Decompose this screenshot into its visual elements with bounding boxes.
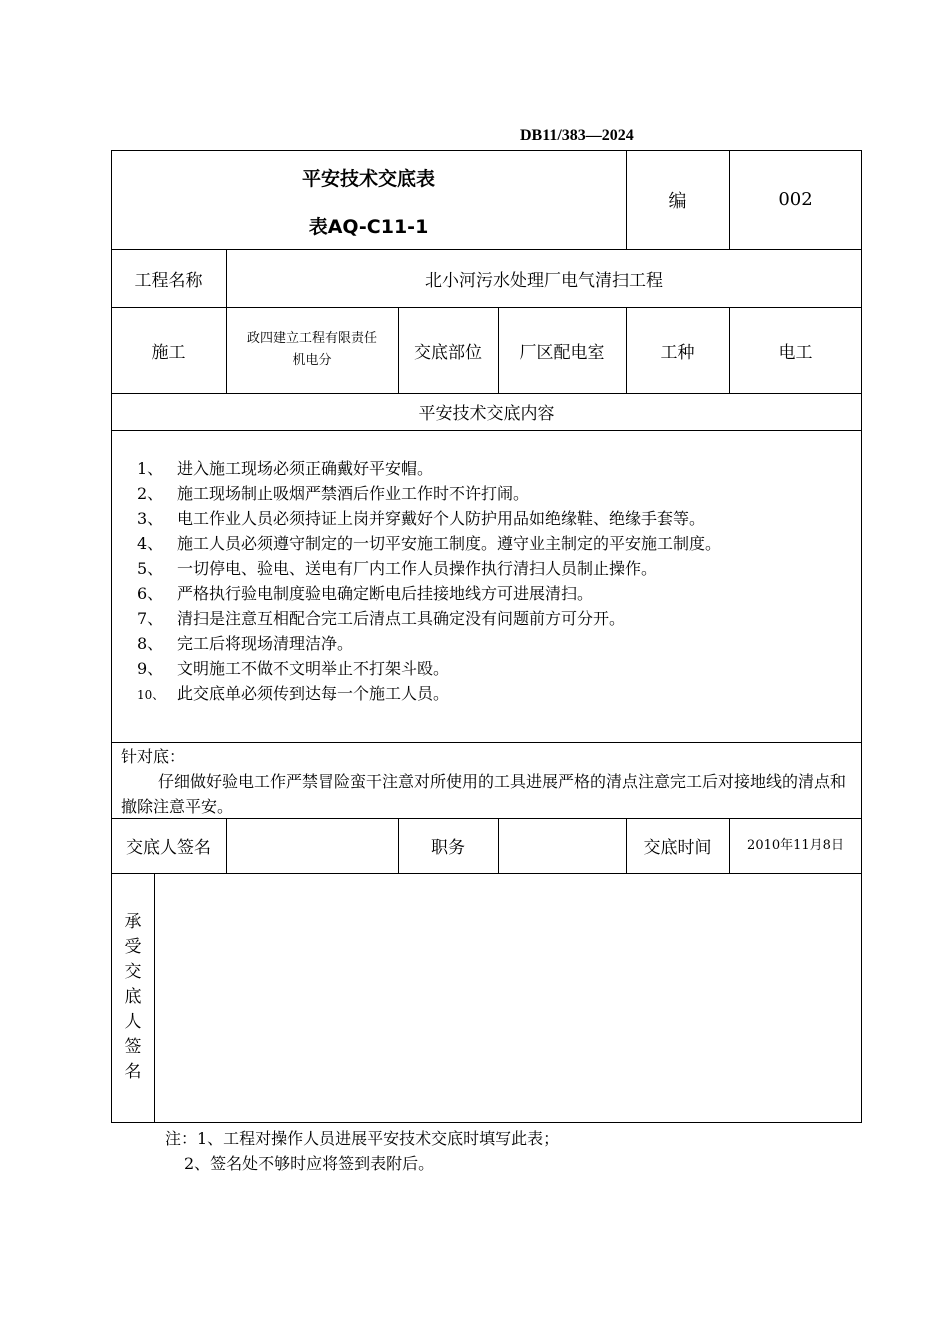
list-item xyxy=(137,506,857,531)
construction-label: 施工 xyxy=(151,342,186,363)
receiver-signature-label xyxy=(112,910,154,1085)
location-value: 厂区配电室 xyxy=(519,342,605,363)
item-number: 1、 xyxy=(137,459,164,478)
receiver-label-char: 交 xyxy=(124,962,142,982)
notes xyxy=(165,1126,559,1176)
item-text: 完工后将现场清理洁净。 xyxy=(177,634,354,653)
signer-label: 交底人签名 xyxy=(126,838,211,858)
item-number: 5、 xyxy=(137,559,164,578)
receiver-label-char: 人 xyxy=(124,1012,142,1032)
list-item xyxy=(137,531,857,556)
item-number: 2、 xyxy=(137,484,164,503)
item-text: 施工人员必须遵守制定的一切平安施工制度。遵守业主制定的平安施工制度。 xyxy=(177,534,722,553)
list-item xyxy=(137,556,857,581)
item-text: 进入施工现场必须正确戴好平安帽。 xyxy=(177,459,434,478)
item-number: 9、 xyxy=(137,659,164,678)
trade-label: 工种 xyxy=(660,342,695,363)
item-text: 一切停电、验电、送电有厂内工作人员操作执行清扫人员制止操作。 xyxy=(177,559,658,578)
item-text: 清扫是注意互相配合完工后清点工具确定没有问题前方可分开。 xyxy=(177,609,626,628)
note-2: 2、签名处不够时应将签到表附后。 xyxy=(184,1154,435,1173)
construction-company-line: 政四建立工程有限责任 xyxy=(246,331,377,346)
targeted-section xyxy=(121,744,853,819)
receiver-label-char: 承 xyxy=(124,912,142,932)
safety-items-list xyxy=(137,456,857,708)
form-title: 平安技术交底表 xyxy=(301,167,435,190)
location-label: 交底部位 xyxy=(414,342,482,363)
item-text: 施工现场制止吸烟严禁酒后作业工作时不许打闹。 xyxy=(177,484,530,503)
item-text: 此交底单必须传到达每一个施工人员。 xyxy=(177,684,450,703)
number-label: 编 xyxy=(668,190,687,212)
trade-value: 电工 xyxy=(778,342,813,363)
time-label: 交底时间 xyxy=(643,838,712,858)
signer-field[interactable] xyxy=(226,818,398,873)
list-item xyxy=(137,481,857,506)
position-label: 职务 xyxy=(431,838,465,858)
item-number: 7、 xyxy=(137,609,164,628)
item-number: 3、 xyxy=(137,509,164,528)
list-item xyxy=(137,606,857,631)
receiver-label-char: 签 xyxy=(124,1037,142,1057)
list-item xyxy=(137,456,857,481)
list-item xyxy=(137,581,857,606)
row-divider xyxy=(111,430,862,431)
project-name-value: 北小河污水处理厂电气清扫工程 xyxy=(425,270,663,291)
construction-company xyxy=(226,307,398,393)
item-text: 电工作业人员必须持证上岗并穿戴好个人防护用品如绝缘鞋、绝缘手套等。 xyxy=(177,509,706,528)
document-code: DB11/383—2024 xyxy=(520,127,634,144)
item-number: 6、 xyxy=(137,584,164,603)
row-divider xyxy=(111,742,862,743)
project-name-label: 工程名称 xyxy=(134,270,203,291)
list-item xyxy=(137,681,857,708)
receiver-label-char: 名 xyxy=(124,1062,142,1082)
note-1: 注：1、工程对操作人员进展平安技术交底时填写此表； xyxy=(165,1129,560,1148)
item-text: 文明施工不做不文明举止不打架斗殴。 xyxy=(177,659,450,678)
list-item xyxy=(137,656,857,681)
receiver-label-char: 受 xyxy=(124,937,142,957)
targeted-label: 针对底： xyxy=(121,747,186,766)
item-number: 8、 xyxy=(137,634,164,653)
form-number: 表AQ-C11-1 xyxy=(308,215,429,238)
receiver-signature-area[interactable] xyxy=(155,874,861,1122)
time-value: 2010年11月8日 xyxy=(747,837,844,853)
item-number: 10、 xyxy=(137,688,165,702)
item-number: 4、 xyxy=(137,534,164,553)
number-value: 002 xyxy=(778,189,813,210)
list-item xyxy=(137,631,857,656)
targeted-text: 仔细做好验电工作严禁冒险蛮干注意对所使用的工具进展严格的清点注意完工后对接地线的清点和撤除注意平安。 xyxy=(121,772,847,816)
receiver-label-char: 底 xyxy=(124,987,142,1007)
content-heading: 平安技术交底内容 xyxy=(418,404,555,424)
construction-company-line: 机电分 xyxy=(292,353,332,368)
position-field[interactable] xyxy=(498,818,626,873)
item-text: 严格执行验电制度验电确定断电后挂接地线方可进展清扫。 xyxy=(177,584,594,603)
